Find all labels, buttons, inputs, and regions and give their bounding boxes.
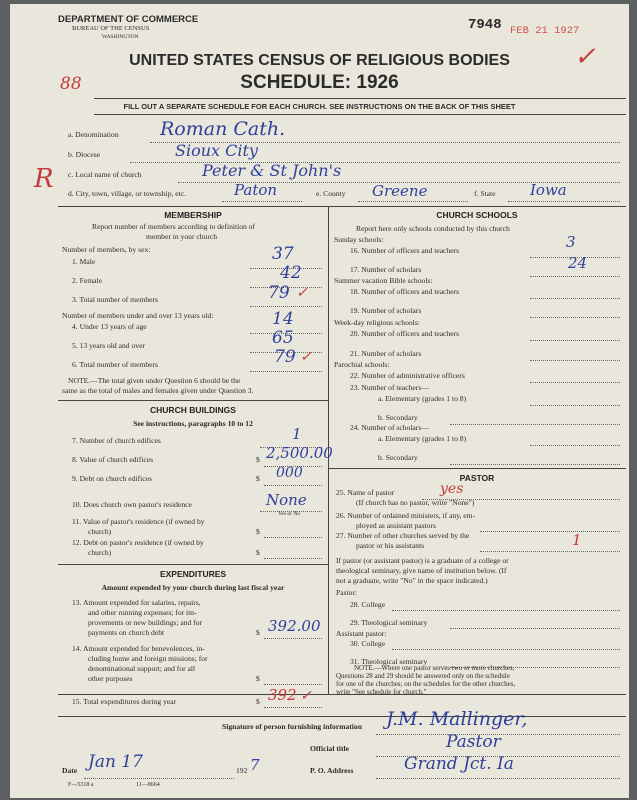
q24b-line: [450, 464, 620, 465]
q6-line: [250, 371, 322, 372]
q13-line-1: 13. Amount expended for salaries, repairs,: [72, 598, 201, 607]
tally-mark: 88: [60, 74, 82, 94]
separate-schedule-note: FILL OUT A SEPARATE SCHEDULE FOR EACH CHURCH. SEE INSTRUCTIONS ON THE BACK OF THIS SHEET: [123, 102, 516, 111]
denomination-value[interactable]: Roman Cath.: [160, 118, 286, 140]
year-suffix[interactable]: 7: [250, 756, 260, 774]
q12-dollar: $: [256, 548, 260, 557]
q13-dollar: $: [256, 628, 260, 637]
sunday-label: Sunday schools:: [334, 235, 384, 244]
q3-line: [250, 306, 322, 307]
date-value[interactable]: Jan 17: [88, 752, 143, 772]
local-name-value[interactable]: Peter & St John's: [202, 161, 342, 180]
grid-top: [58, 206, 626, 207]
buildings-sub: See instructions, paragraphs 10 to 12: [133, 419, 253, 428]
q9-dollar: $: [256, 474, 260, 483]
q22-line: [530, 382, 620, 383]
q8-value[interactable]: 2,500.00: [266, 444, 333, 462]
q25-value[interactable]: yes: [440, 481, 464, 497]
header-rule-top: [94, 98, 626, 99]
q12-line: [264, 558, 322, 559]
q17-value[interactable]: 24: [568, 254, 588, 272]
q13-value[interactable]: 392.00: [268, 617, 321, 635]
date-label: Date: [62, 766, 78, 775]
membership-note-1: NOTE.—The total given under Question 6 should be the: [68, 376, 241, 385]
q10-hint: Yes or No: [278, 511, 301, 517]
q14-line-4: other purposes: [88, 674, 133, 683]
q11-line: [264, 537, 322, 538]
q3-value[interactable]: 79: [268, 283, 290, 303]
expenditures-heading: EXPENDITURES: [159, 569, 227, 579]
form-title: UNITED STATES CENSUS OF RELIGIOUS BODIES: [129, 52, 510, 69]
q2-value[interactable]: 42: [280, 263, 302, 283]
graduate-info-2: theological seminary, give name of institution below. (If: [336, 566, 507, 575]
q3-check: ✓: [296, 285, 308, 301]
q30-line: [392, 649, 620, 650]
state-label: f. State: [474, 189, 496, 198]
q12-label-b: church): [88, 548, 112, 557]
q11-dollar: $: [256, 527, 260, 536]
margin-mark: R: [34, 164, 54, 194]
q26-line: [480, 531, 620, 532]
city-line: [222, 201, 302, 202]
date-line: [84, 778, 234, 779]
q25-label: 25. Name of pastor: [336, 488, 395, 497]
q29-label: 29. Theological seminary: [350, 618, 428, 627]
q17-line: [530, 276, 620, 277]
footer-rule: [58, 716, 626, 717]
q15-dollar: $: [256, 697, 260, 706]
q13-line: [264, 638, 322, 639]
sex-label: Number of members, by sex:: [62, 245, 151, 254]
age-label: Number of members under and over 13 years old:: [62, 311, 214, 320]
q27-value[interactable]: 1: [572, 531, 582, 549]
pastor-note-3: for one of the churches; on the schedules for the other churches,: [336, 680, 516, 688]
graduate-info-3: not a graduate, write "No" in the space indicated.): [336, 576, 488, 585]
q9-label: 9. Debt on church edifices: [72, 474, 152, 483]
state-line: [508, 201, 620, 202]
q10-label: 10. Does church own pastor's residence: [72, 500, 192, 509]
q22-label: 22. Number of administrative officers: [350, 371, 465, 380]
q4-value[interactable]: 14: [272, 309, 294, 329]
year-prefix: 192: [236, 766, 248, 775]
pastor-sublabel: Pastor:: [336, 588, 358, 597]
state-value[interactable]: Iowa: [530, 181, 567, 199]
q18-line: [530, 298, 620, 299]
q9-line: [264, 485, 322, 486]
q14-line-3: denominational support; and for all: [88, 664, 196, 673]
q1-value[interactable]: 37: [272, 244, 294, 264]
q23-label: 23. Number of teachers—: [350, 383, 429, 392]
q11-label-a: 11. Value of pastor's residence (if owned by: [72, 517, 205, 526]
q8-label: 8. Value of church edifices: [72, 455, 154, 464]
q13-line-4: payments on church debt: [88, 628, 165, 637]
q6-value[interactable]: 79: [274, 347, 296, 367]
received-stamp: FEB 21 1927: [510, 25, 580, 37]
q1-label: 1. Male: [72, 257, 96, 266]
membership-intro-2: member in your church: [146, 232, 218, 241]
q19-label: 19. Number of scholars: [350, 306, 422, 315]
q15-value[interactable]: 392: [268, 686, 297, 704]
q8-dollar: $: [256, 455, 260, 464]
form-number: 7948: [468, 17, 502, 33]
official-title-value[interactable]: Pastor: [446, 732, 501, 752]
check-mark-top: ✓: [574, 42, 596, 72]
q31-label: 31. Theological seminary: [350, 657, 428, 666]
department-label: DEPARTMENT OF COMMERCE: [58, 14, 199, 25]
q13-line-2: and other running expenses; for im-: [88, 608, 197, 617]
q14-line: [264, 684, 322, 685]
census-form: [10, 4, 629, 798]
q14-line-1: 14. Amount expended for benevolences, in-: [72, 644, 205, 653]
local-name-label: c. Local name of church: [68, 170, 142, 179]
q5-label: 5. 13 years old and over: [72, 341, 145, 350]
q21-line: [530, 360, 620, 361]
membership-rule: [58, 400, 328, 401]
signature-value[interactable]: J.M. Mallinger,: [386, 708, 528, 730]
q18-label: 18. Number of officers and teachers: [350, 287, 460, 296]
denomination-label: a. Denomination: [68, 130, 119, 139]
q5-value[interactable]: 65: [272, 328, 294, 348]
q30-label: 30. College: [350, 639, 386, 648]
membership-intro-1: Report number of members according to definition of: [92, 222, 256, 231]
q16-value[interactable]: 3: [566, 233, 576, 251]
q14-dollar: $: [256, 674, 260, 683]
q15-check: ✓: [300, 688, 312, 704]
q29-line: [450, 628, 620, 629]
diocese-label: b. Diocese: [68, 150, 101, 159]
po-address-label: P. O. Address: [310, 766, 354, 775]
q11-label-b: church): [88, 527, 112, 536]
q23a-label: a. Elementary (grades 1 to 8): [378, 394, 467, 403]
q16-label: 16. Number of officers and teachers: [350, 246, 460, 255]
q28-line: [392, 610, 620, 611]
buildings-heading: CHURCH BUILDINGS: [150, 405, 236, 415]
q27-line: [480, 551, 620, 552]
schools-heading: CHURCH SCHOOLS: [436, 210, 518, 220]
city-label: WASHINGTON: [102, 34, 139, 40]
po-address-value[interactable]: Grand Jct. Ia: [404, 754, 514, 774]
q20-line: [530, 340, 620, 341]
q21-label: 21. Number of scholars: [350, 349, 422, 358]
q20-label: 20. Number of officers and teachers: [350, 329, 460, 338]
graduate-info-1: If pastor (or assistant pastor) is a graduate of a college or: [336, 556, 509, 565]
q6-check: ✓: [300, 349, 312, 365]
q19-line: [530, 317, 620, 318]
print-code: 11—8664: [136, 782, 160, 788]
po-address-line: [376, 778, 620, 779]
schedule-title: SCHEDULE: 1926: [240, 72, 399, 93]
membership-note-2: same as the total of males and females given under Question 3.: [62, 386, 254, 395]
q13-line-3: provements or new buildings; and for: [88, 618, 203, 627]
q27-line-2: pastor or his assistants: [356, 541, 425, 550]
q17-label: 17. Number of scholars: [350, 265, 422, 274]
q27-line-1: 27. Number of other churches served by the: [336, 531, 470, 540]
weekday-label: Week-day religious schools:: [334, 318, 420, 327]
city-label-d: d. City, town, village, or township, etc.: [68, 189, 187, 198]
q7-label: 7. Number of church edifices: [72, 436, 161, 445]
buildings-rule: [58, 564, 328, 565]
q24a-label: a. Elementary (grades 1 to 8): [378, 434, 467, 443]
schools-rule: [328, 468, 626, 469]
county-value[interactable]: Greene: [372, 182, 428, 200]
q3-label: 3. Total number of members: [72, 295, 159, 304]
form-code: F—5318 a: [68, 782, 94, 788]
schools-intro: Report here only schools conducted by this church: [356, 224, 510, 233]
expenditures-sub: Amount expended by your church during last fiscal year: [101, 583, 285, 592]
q12-label-a: 12. Debt on pastor's residence (if owned by: [72, 538, 204, 547]
q15-label: 15. Total expenditures during year: [72, 697, 177, 706]
signature-label: Signature of person furnishing information: [222, 722, 362, 731]
q9-value[interactable]: 000: [276, 465, 303, 481]
diocese-value[interactable]: Sioux City: [175, 141, 258, 160]
q6-label: 6. Total number of members: [72, 360, 159, 369]
q4-label: 4. Under 13 years of age: [72, 322, 147, 331]
q26-line-1: 26. Number of ordained ministers, if any, em-: [336, 511, 476, 520]
q7-value[interactable]: 1: [292, 425, 302, 443]
q28-label: 28. College: [350, 600, 386, 609]
pastor-note-4: write "See schedule for church.": [336, 688, 427, 696]
summer-label: Summer vacation Bible schools:: [334, 276, 433, 285]
q23b-line: [450, 424, 620, 425]
city-value[interactable]: Paton: [234, 181, 278, 199]
q24a-line: [530, 445, 620, 446]
q26-line-2: ployed as assistant pastors: [356, 521, 436, 530]
county-label: e. County: [316, 189, 346, 198]
q23a-line: [530, 405, 620, 406]
bureau-label: BUREAU OF THE CENSUS: [72, 25, 150, 32]
parochial-label: Parochial schools:: [334, 360, 390, 369]
q10-value[interactable]: None: [266, 491, 307, 509]
q24b-label: b. Secondary: [378, 453, 418, 462]
q2-label: 2. Female: [72, 276, 102, 285]
pastor-heading: PASTOR: [459, 473, 495, 483]
q25-hint: (If church has no pastor, write "None"): [356, 498, 475, 507]
q23b-label: b. Secondary: [378, 413, 418, 422]
header-rule-bottom: [94, 114, 626, 115]
q15-line: [264, 707, 322, 708]
q14-line-2: cluding home and foreign missions; for: [88, 654, 208, 663]
pastor-note-1: NOTE.—Where one pastor serves two or more churches,: [354, 664, 515, 672]
official-title-label: Official title: [310, 744, 350, 753]
county-line: [358, 201, 468, 202]
pastor-note-2: Questions 28 and 29 should be answered only on the schedule: [336, 672, 510, 680]
membership-heading: MEMBERSHIP: [164, 210, 222, 220]
assistant-sublabel: Assistant pastor:: [336, 629, 387, 638]
q24-label: 24. Number of scholars—: [350, 423, 429, 432]
